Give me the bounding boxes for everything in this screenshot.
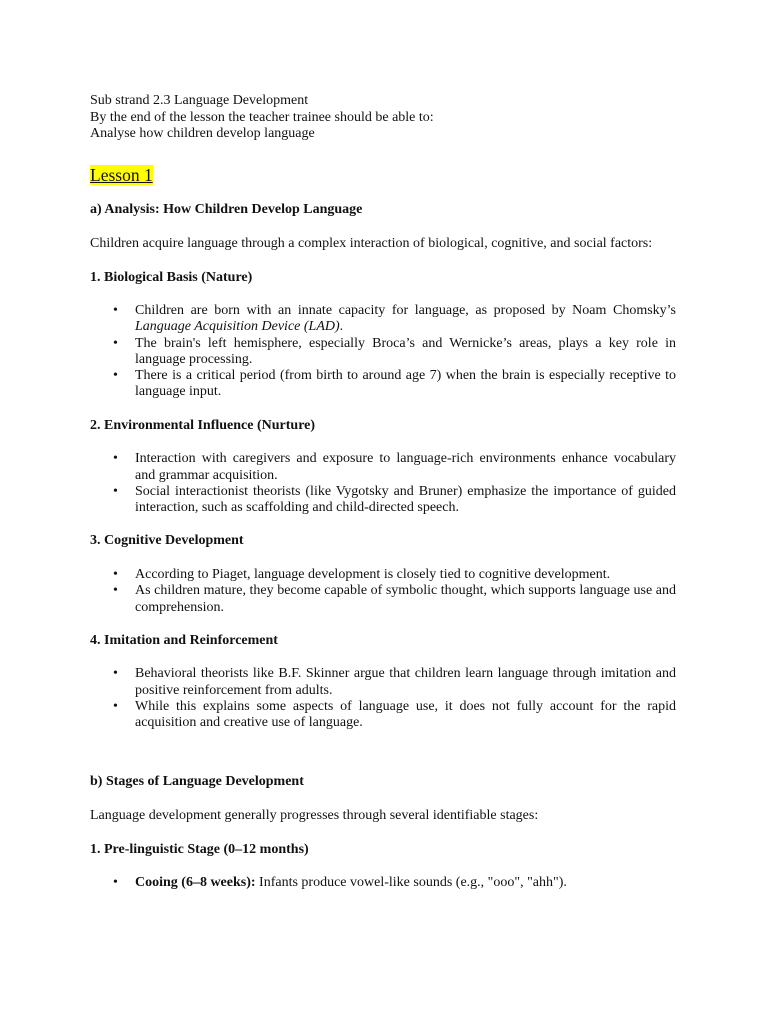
biological-basis-list xyxy=(90,303,676,401)
cognitive-development-list xyxy=(90,567,676,616)
list-item-text: Infants produce vowel-like sounds (e.g., "ooo", "ahh"). xyxy=(255,875,567,891)
environmental-influence-list xyxy=(90,451,676,516)
cooing-term: Cooing (6–8 weeks): xyxy=(135,875,256,891)
list-item: • The brain's left hemisphere, especially Broca’s and Wernicke’s areas, plays a key role in language processing. xyxy=(135,336,676,369)
list-item: • Social interactionist theorists (like Vygotsky and Bruner) emphasize the importance of guided interaction, such as scaffolding and child-directed speech. xyxy=(135,484,676,517)
document-page xyxy=(90,93,676,891)
document-intro xyxy=(90,93,676,143)
list-item-text: Children are born with an innate capacity for language, as proposed by Noam Chomsky’s xyxy=(135,303,676,318)
section-b-heading: b) Stages of Language Development xyxy=(90,773,304,789)
list-item xyxy=(135,875,676,891)
biological-basis-heading: 1. Biological Basis (Nature) xyxy=(90,269,253,285)
lesson-heading xyxy=(90,165,676,185)
section-spacer xyxy=(90,732,676,774)
objective-lead: By the end of the lesson the teacher trainee should be able to: xyxy=(90,109,434,125)
environmental-influence-heading: 2. Environmental Influence (Nurture) xyxy=(90,417,316,433)
list-item: • Behavioral theorists like B.F. Skinner argue that children learn language through imitation and positive reinforcement from adults. xyxy=(135,666,676,699)
list-item: • According to Piaget, language development is closely tied to cognitive development. xyxy=(135,567,676,583)
cognitive-development-heading: 3. Cognitive Development xyxy=(90,533,244,549)
section-a-intro: Children acquire language through a complex interaction of biological, cognitive, and social factors: xyxy=(90,236,653,251)
substrand-title: Sub strand 2.3 Language Development xyxy=(90,93,309,108)
lesson-label: Lesson 1 xyxy=(90,164,153,185)
list-item: • There is a critical period (from birth to around age 7) when the brain is especially receptive to language input. xyxy=(135,368,676,401)
list-item xyxy=(135,303,676,336)
lad-term: Language Acquisition Device (LAD) xyxy=(135,319,340,335)
list-item: • Interaction with caregivers and exposure to language-rich environments enhance vocabulary and grammar acquisition. xyxy=(135,451,676,484)
prelinguistic-stage-heading: 1. Pre-linguistic Stage (0–12 months) xyxy=(90,841,309,857)
section-a-heading: a) Analysis: How Children Develop Language xyxy=(90,201,363,217)
imitation-reinforcement-list xyxy=(90,666,676,731)
section-b-intro: Language development generally progresses through several identifiable stages: xyxy=(90,808,539,824)
list-item-end: . xyxy=(339,319,344,335)
prelinguistic-stage-list xyxy=(90,875,676,891)
objective-text: Analyse how children develop language xyxy=(90,126,315,141)
imitation-reinforcement-heading: 4. Imitation and Reinforcement xyxy=(90,632,278,648)
list-item: • While this explains some aspects of language use, it does not fully account for the rapid acquisition and creative use of language. xyxy=(135,699,676,732)
list-item: • As children mature, they become capable of symbolic thought, which supports language use and comprehension. xyxy=(135,583,676,616)
